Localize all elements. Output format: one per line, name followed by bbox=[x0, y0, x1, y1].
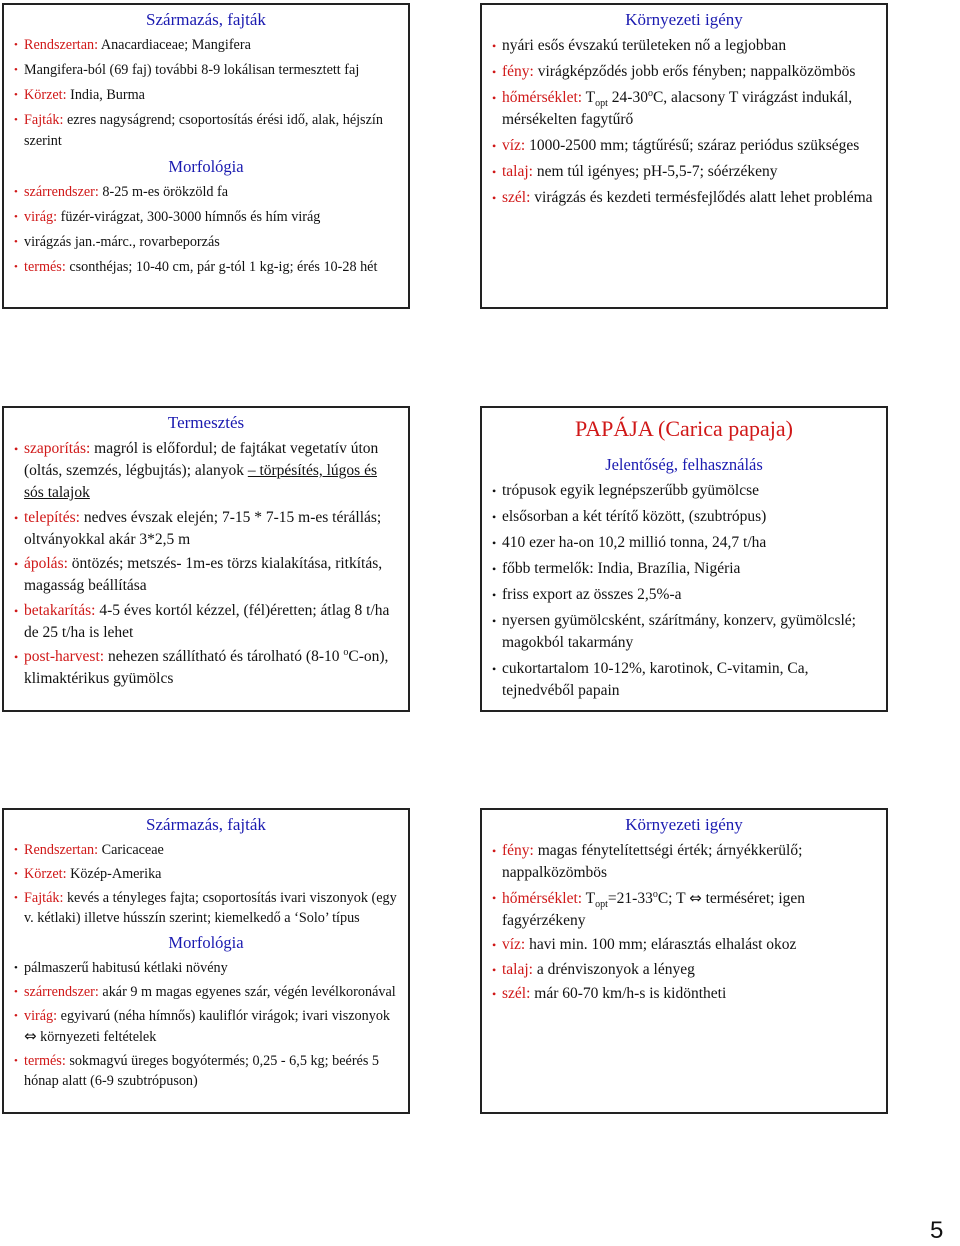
bullet-list bbox=[492, 480, 876, 702]
bullet-icon: • bbox=[492, 91, 497, 105]
item-text: füzér-virágzat, 300-3000 hímnős és hím virág bbox=[57, 208, 321, 225]
item-text: virágképződés jobb erős fényben; nappalközömbös bbox=[533, 63, 856, 80]
item-label: Rendszertan: bbox=[24, 842, 99, 858]
slide-mango-origin bbox=[2, 3, 410, 309]
list-item bbox=[492, 610, 876, 654]
list-item bbox=[14, 646, 398, 690]
item-label: víz: bbox=[502, 137, 526, 154]
bullet-icon: • bbox=[492, 562, 497, 576]
item-text: környezeti feltételek bbox=[36, 1029, 157, 1045]
bullet-icon: • bbox=[14, 962, 18, 974]
slide-title: Származás, fajták bbox=[146, 815, 266, 834]
bullet-icon: • bbox=[492, 536, 497, 550]
item-text: Mangifera-ból (69 faj) további 8-9 lokálisan termesztett faj bbox=[24, 62, 360, 78]
item-text: már 60-70 km/h-s is kidöntheti bbox=[530, 985, 727, 1002]
item-label: talaj: bbox=[502, 960, 533, 978]
list-item bbox=[14, 438, 398, 504]
bullet-list bbox=[14, 958, 398, 1091]
item-text: Anacardiaceae; Mangifera bbox=[98, 37, 251, 53]
bullet-icon: • bbox=[14, 210, 18, 223]
item-label: víz: bbox=[502, 936, 526, 953]
item-text: C; T bbox=[657, 889, 690, 907]
item-text-underlined: – törpésítés, lúgos és sós talajok bbox=[24, 462, 377, 501]
bullet-icon: • bbox=[492, 938, 497, 952]
slide-mango-cultivation bbox=[2, 406, 410, 712]
list-item bbox=[14, 840, 398, 860]
item-text: nyári esős évszakú területeken nő a legjobban bbox=[502, 37, 787, 54]
item-text: nem túl igényes; pH-5,5-7; sóérzékeny bbox=[533, 163, 778, 180]
list-item bbox=[14, 257, 398, 278]
bullet-list bbox=[14, 35, 398, 151]
item-text: 8-25 m-es örökzöld fa bbox=[98, 183, 229, 200]
item-text: T bbox=[582, 89, 596, 106]
bullet-icon: • bbox=[492, 614, 497, 628]
bullet-icon: • bbox=[14, 235, 18, 248]
item-label: betakarítás: bbox=[24, 601, 96, 619]
item-label: Rendszertan: bbox=[24, 37, 99, 53]
bullet-icon: • bbox=[492, 662, 497, 676]
item-text: friss export az összes 2,5%-a bbox=[502, 586, 682, 603]
item-text: 4-5 éves kortól kézzel, (fél)éretten; átlag 8 t/ha de 25 t/ha is lehet bbox=[24, 601, 390, 641]
slide-title: Környezeti igény bbox=[625, 815, 743, 834]
item-label: fény: bbox=[502, 842, 534, 859]
list-item bbox=[14, 982, 398, 1002]
list-item bbox=[14, 507, 398, 551]
item-text: pálmaszerű habitusú kétlaki növény bbox=[24, 960, 228, 976]
item-text: 410 ezer ha-on 10,2 millió tonna, 24,7 t/ha bbox=[502, 534, 767, 551]
double-arrow-icon: ⇔ bbox=[24, 1027, 37, 1045]
list-item bbox=[492, 983, 876, 1005]
list-item bbox=[14, 35, 398, 56]
bullet-icon: • bbox=[14, 114, 18, 126]
item-text: 1000-2500 mm; tágtűrésű; száraz periódus szükséges bbox=[525, 137, 860, 154]
item-text: virágzás és kezdeti termésfejlődés alatt lehet probléma bbox=[530, 189, 873, 206]
item-label: talaj: bbox=[502, 163, 533, 180]
subscript: opt bbox=[595, 898, 608, 910]
list-item bbox=[14, 864, 398, 884]
list-item bbox=[14, 958, 398, 978]
list-item bbox=[492, 558, 876, 580]
list-item bbox=[14, 85, 398, 106]
item-text: akár 9 m magas egyenes szár, végén levélkoronával bbox=[98, 984, 396, 1000]
double-arrow-icon: ⇔ bbox=[689, 888, 702, 907]
item-text: Caricaceae bbox=[98, 842, 164, 858]
bullet-icon: • bbox=[14, 603, 19, 618]
bullet-icon: • bbox=[14, 892, 18, 904]
list-item bbox=[492, 61, 876, 83]
item-text: magas fénytelítettségi érték; árnyékkerülő; nappalközömbös bbox=[502, 842, 803, 881]
list-item bbox=[492, 584, 876, 606]
list-item bbox=[14, 232, 398, 253]
item-text: főbb termelők: India, Brazília, Nigéria bbox=[502, 560, 741, 577]
bullet-icon: • bbox=[492, 484, 497, 498]
bullet-icon: • bbox=[492, 139, 497, 153]
item-label: szél: bbox=[502, 985, 531, 1002]
bullet-icon: • bbox=[14, 1010, 18, 1022]
item-text: a drénviszonyok a lényeg bbox=[533, 960, 695, 978]
item-label: fény: bbox=[502, 63, 534, 80]
bullet-list bbox=[14, 840, 398, 928]
bullet-icon: • bbox=[14, 260, 18, 273]
bullet-icon: • bbox=[14, 1055, 18, 1067]
list-item bbox=[492, 187, 876, 209]
list-item bbox=[14, 600, 398, 644]
item-label: post-harvest: bbox=[24, 648, 105, 665]
bullet-list bbox=[14, 438, 398, 690]
item-text: ezres nagyságrend; csoportosítás érési idő, alak, héjszín szerint bbox=[24, 112, 383, 149]
item-label: hőmérséklet: bbox=[502, 89, 583, 106]
bullet-icon: • bbox=[14, 89, 18, 101]
item-text: cukortartalom 10-12%, karotinok, C-vitamin, Ca, tejnedvéből papain bbox=[502, 660, 809, 699]
bullet-icon: • bbox=[14, 510, 19, 525]
list-item bbox=[492, 887, 876, 932]
item-label: Körzet: bbox=[24, 866, 67, 882]
item-text: trópusok egyik legnépszerűbb gyümölcse bbox=[502, 482, 759, 499]
page-number: 5 bbox=[930, 1217, 944, 1244]
item-text: C, alacsony T virágzást indukál, mérsékelten fagytűrő bbox=[502, 89, 853, 128]
bullet-icon: • bbox=[492, 510, 497, 524]
list-item bbox=[14, 207, 398, 228]
section-subtitle: Jelentőség, felhasználás bbox=[605, 455, 763, 474]
list-item bbox=[492, 934, 876, 956]
slide-mango-environment bbox=[480, 3, 888, 309]
bullet-icon: • bbox=[14, 844, 18, 856]
item-text: T bbox=[582, 889, 596, 907]
superscript: o bbox=[343, 646, 349, 658]
slide-title: PAPÁJA (Carica papaja) bbox=[575, 416, 793, 441]
item-label: szárrendszer: bbox=[24, 183, 99, 200]
slide-papaya-origin bbox=[2, 808, 410, 1114]
bullet-icon: • bbox=[492, 165, 497, 179]
item-text: csonthéjas; 10-40 cm, pár g-tól 1 kg-ig; érés 10-28 hét bbox=[65, 258, 378, 275]
item-label: Körzet: bbox=[24, 87, 67, 103]
item-label: Fajták: bbox=[24, 890, 64, 906]
item-label: hőmérséklet: bbox=[502, 889, 583, 907]
bullet-icon: • bbox=[14, 442, 19, 456]
item-label: virág: bbox=[24, 1008, 58, 1024]
list-item bbox=[14, 888, 398, 928]
list-item bbox=[492, 959, 876, 981]
subscript: opt bbox=[595, 98, 608, 110]
item-text: sokmagvú üreges bogyótermés; 0,25 - 6,5 kg; beérés 5 hónap alatt (6-9 szubtrópuson) bbox=[24, 1053, 380, 1089]
bullet-icon: • bbox=[492, 191, 497, 205]
list-item bbox=[492, 480, 876, 502]
item-label: virág: bbox=[24, 208, 58, 225]
bullet-icon: • bbox=[492, 39, 497, 53]
bullet-icon: • bbox=[492, 962, 497, 977]
item-text: öntözés; metszés- 1m-es törzs kialakítása, ritkítás, magasság beállítása bbox=[24, 555, 383, 594]
section-subtitle: Morfológia bbox=[168, 156, 244, 176]
item-label: ápolás: bbox=[24, 555, 68, 572]
list-item bbox=[14, 1051, 398, 1091]
item-label: szaporítás: bbox=[24, 440, 91, 457]
item-label: telepítés: bbox=[24, 508, 80, 526]
item-label: szél: bbox=[502, 189, 531, 206]
item-text: havi min. 100 mm; elárasztás elhalást okoz bbox=[525, 936, 797, 953]
item-text: =21-33 bbox=[607, 889, 653, 907]
bullet-icon: • bbox=[492, 890, 497, 905]
item-text: terméséret; igen fagyérzékeny bbox=[502, 889, 806, 929]
bullet-icon: • bbox=[492, 65, 497, 79]
bullet-list bbox=[492, 840, 876, 1005]
item-text: elsősorban a két térítő között, (szubtrópus) bbox=[502, 508, 767, 525]
bullet-icon: • bbox=[14, 986, 18, 998]
slide-papaya-importance bbox=[480, 406, 888, 712]
item-label: Fajták: bbox=[24, 112, 64, 128]
superscript: o bbox=[652, 888, 658, 900]
item-label: termés: bbox=[24, 1053, 66, 1069]
list-item bbox=[14, 553, 398, 597]
list-item bbox=[14, 60, 398, 81]
item-text: 24-30 bbox=[607, 89, 648, 106]
list-item bbox=[14, 110, 398, 151]
slide-title: Származás, fajták bbox=[146, 10, 266, 29]
item-label: szárrendszer: bbox=[24, 984, 99, 1000]
list-item bbox=[492, 840, 876, 884]
bullet-list bbox=[14, 182, 398, 278]
superscript: o bbox=[647, 87, 653, 99]
item-text: egyivarú (néha hímnős) kauliflór virágok; ivari viszonyok bbox=[57, 1008, 391, 1024]
list-item bbox=[492, 35, 876, 57]
item-label: termés: bbox=[24, 258, 66, 275]
bullet-icon: • bbox=[492, 844, 497, 858]
list-item bbox=[492, 506, 876, 528]
list-item bbox=[492, 532, 876, 554]
item-text: nedves évszak elején; 7-15 * 7-15 m-es térállás; oltványokkal akár 3*2,5 m bbox=[24, 508, 382, 548]
slide-title: Termesztés bbox=[167, 413, 245, 432]
bullet-list bbox=[492, 35, 876, 209]
bullet-icon: • bbox=[14, 185, 18, 198]
slide-title: Környezeti igény bbox=[625, 10, 743, 29]
bullet-icon: • bbox=[14, 39, 18, 51]
list-item bbox=[492, 87, 876, 131]
bullet-icon: • bbox=[14, 64, 18, 76]
list-item bbox=[14, 1006, 398, 1047]
item-text: Közép-Amerika bbox=[66, 866, 162, 882]
bullet-icon: • bbox=[492, 588, 497, 602]
item-text: C-on), klimaktérikus gyümölcs bbox=[24, 648, 389, 687]
item-text: nehezen szállítható és tárolható (8-10 bbox=[104, 648, 344, 665]
list-item bbox=[492, 658, 876, 702]
item-text: virágzás jan.-márc., rovarbeporzás bbox=[24, 233, 220, 250]
slide-papaya-environment bbox=[480, 808, 888, 1114]
bullet-icon: • bbox=[14, 868, 18, 880]
bullet-icon: • bbox=[492, 987, 497, 1001]
list-item bbox=[14, 182, 398, 203]
list-item bbox=[492, 135, 876, 157]
list-item bbox=[492, 161, 876, 183]
item-text: magról is előfordul; de fajtákat vegetatív úton (oltás, szemzés, légbujtás); alanyok bbox=[24, 440, 379, 479]
bullet-icon: • bbox=[14, 650, 19, 664]
item-text: India, Burma bbox=[66, 87, 145, 103]
item-text: kevés a tényleges fajta; csoportosítás ivari viszonyok (egy v. kétlaki) illetve hússzín szerint; kiemelkedő a ‘Solo’ típus bbox=[24, 890, 397, 926]
section-subtitle: Morfológia bbox=[168, 933, 244, 952]
item-text: nyersen gyümölcsként, szárítmány, konzerv, gyümölcslé; magokból takarmány bbox=[502, 612, 856, 651]
bullet-icon: • bbox=[14, 557, 19, 571]
